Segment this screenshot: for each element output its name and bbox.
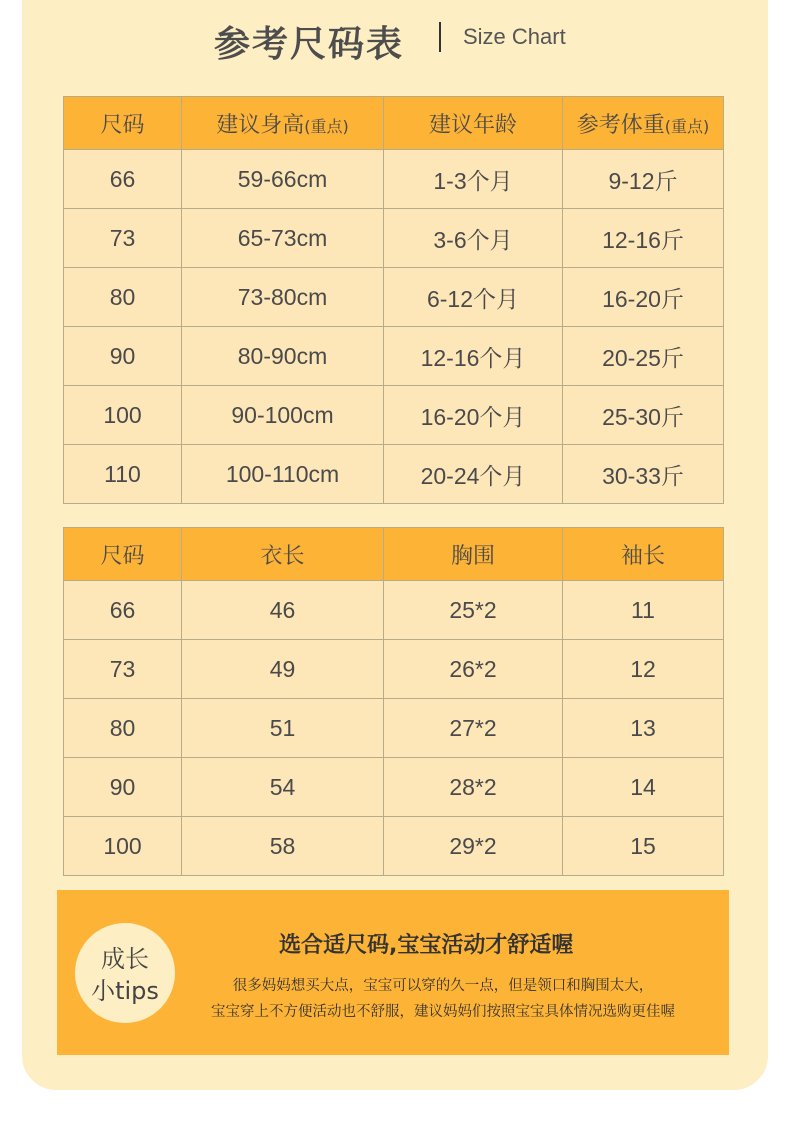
cell-height: 100-110cm xyxy=(182,445,384,504)
header-size: 尺码 xyxy=(64,528,182,581)
table-row xyxy=(64,150,724,209)
cell-length: 51 xyxy=(182,699,384,758)
table-row xyxy=(64,327,724,386)
table-row xyxy=(64,640,724,699)
cell-chest: 29*2 xyxy=(384,817,563,876)
table-row xyxy=(64,758,724,817)
cell-weight: 9-12斤 xyxy=(563,150,724,209)
cell-age: 12-16个月 xyxy=(384,327,563,386)
cell-length: 54 xyxy=(182,758,384,817)
table-header-row xyxy=(64,97,724,150)
title-row xyxy=(0,12,790,68)
cell-size: 80 xyxy=(64,268,182,327)
header-weight: 参考体重(重点) xyxy=(563,97,724,150)
garment-measurements-table xyxy=(63,527,724,876)
cell-height: 90-100cm xyxy=(182,386,384,445)
cell-chest: 26*2 xyxy=(384,640,563,699)
cell-length: 49 xyxy=(182,640,384,699)
header-sleeve: 袖长 xyxy=(563,528,724,581)
cell-height: 73-80cm xyxy=(182,268,384,327)
table-row xyxy=(64,268,724,327)
cell-size: 100 xyxy=(64,817,182,876)
cell-chest: 28*2 xyxy=(384,758,563,817)
cell-chest: 25*2 xyxy=(384,581,563,640)
cell-size: 66 xyxy=(64,150,182,209)
title-divider xyxy=(439,22,441,52)
cell-age: 16-20个月 xyxy=(384,386,563,445)
tips-panel xyxy=(57,890,729,1055)
cell-age: 6-12个月 xyxy=(384,268,563,327)
cell-size: 73 xyxy=(64,209,182,268)
cell-weight: 12-16斤 xyxy=(563,209,724,268)
tips-text-line2: 宝宝穿上不方便活动也不舒服，建议妈妈们按照宝宝具体情况选购更佳喔 xyxy=(211,1004,675,1020)
cell-weight: 30-33斤 xyxy=(563,445,724,504)
table-row xyxy=(64,581,724,640)
cell-size: 110 xyxy=(64,445,182,504)
cell-weight: 16-20斤 xyxy=(563,268,724,327)
cell-weight: 20-25斤 xyxy=(563,327,724,386)
header-chest: 胸围 xyxy=(384,528,563,581)
cell-height: 59-66cm xyxy=(182,150,384,209)
header-size: 尺码 xyxy=(64,97,182,150)
cell-size: 66 xyxy=(64,581,182,640)
tips-heading: 选合适尺码,宝宝活动才舒适喔 xyxy=(279,933,574,958)
cell-size: 73 xyxy=(64,640,182,699)
page-title: 参考尺码表 xyxy=(214,24,405,65)
size-height-weight-table xyxy=(63,96,724,504)
cell-size: 90 xyxy=(64,327,182,386)
table-row xyxy=(64,699,724,758)
header-age: 建议年龄 xyxy=(384,97,563,150)
cell-size: 100 xyxy=(64,386,182,445)
cell-height: 65-73cm xyxy=(182,209,384,268)
cell-age: 1-3个月 xyxy=(384,150,563,209)
cell-age: 20-24个月 xyxy=(384,445,563,504)
cell-sleeve: 15 xyxy=(563,817,724,876)
cell-length: 46 xyxy=(182,581,384,640)
page-subtitle: Size Chart xyxy=(463,24,566,49)
tips-badge-line1: 成长 xyxy=(101,945,149,973)
table-row xyxy=(64,386,724,445)
tips-badge-line2: 小tips xyxy=(91,977,159,1005)
cell-size: 80 xyxy=(64,699,182,758)
cell-size: 90 xyxy=(64,758,182,817)
tips-text-line1: 很多妈妈想买大点，宝宝可以穿的久一点，但是领口和胸围太大， xyxy=(232,978,654,994)
table-row xyxy=(64,817,724,876)
header-height: 建议身高(重点) xyxy=(182,97,384,150)
cell-chest: 27*2 xyxy=(384,699,563,758)
cell-length: 58 xyxy=(182,817,384,876)
header-length: 衣长 xyxy=(182,528,384,581)
cell-age: 3-6个月 xyxy=(384,209,563,268)
cell-weight: 25-30斤 xyxy=(563,386,724,445)
cell-sleeve: 12 xyxy=(563,640,724,699)
table-row xyxy=(64,209,724,268)
cell-sleeve: 13 xyxy=(563,699,724,758)
cell-sleeve: 11 xyxy=(563,581,724,640)
cell-sleeve: 14 xyxy=(563,758,724,817)
table-row xyxy=(64,445,724,504)
table-header-row xyxy=(64,528,724,581)
cell-height: 80-90cm xyxy=(182,327,384,386)
